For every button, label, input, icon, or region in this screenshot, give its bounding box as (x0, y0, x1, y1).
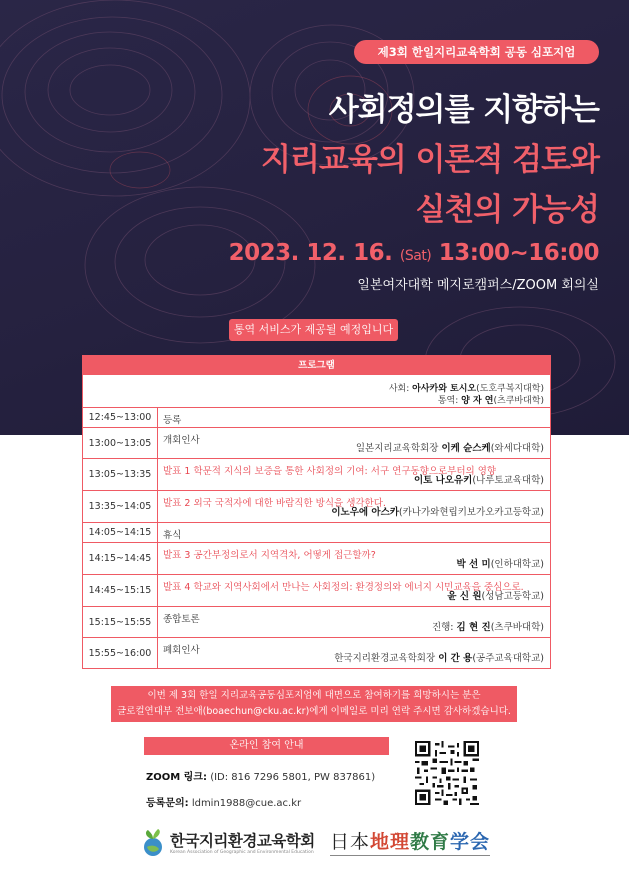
program-row (83, 491, 550, 523)
program-time: 13:00~13:05 (83, 428, 158, 458)
program-time: 15:15~15:55 (83, 607, 158, 637)
program-title: 폐회인사 (163, 645, 200, 656)
program-row (83, 543, 550, 575)
program-time: 14:15~14:45 (83, 543, 158, 574)
program-time: 13:05~13:35 (83, 459, 158, 490)
event-time: 13:00~16:00 (438, 240, 599, 266)
program-title: 발표 2 외국 국적자에 대한 바람직한 방식을 생각한다. (163, 498, 386, 509)
program-time: 13:35~14:05 (83, 491, 158, 522)
program-row (83, 408, 550, 428)
program-speaker: 이노우에 아스카(카나가와현립키보가오카고등학교) (331, 507, 544, 518)
event-datetime (229, 240, 599, 266)
leaf-globe-icon (140, 829, 166, 859)
program-speaker: 박 선 미(인하대학교) (456, 559, 544, 570)
title-line-2: 지리교육의 이론적 검토와 (261, 142, 599, 178)
korean-society-logo (140, 826, 315, 861)
program-time: 14:45~15:15 (83, 575, 158, 606)
program-time: 14:05~14:15 (83, 523, 158, 542)
registration-inquiry[interactable]: 등록문의: ldmin1988@cue.ac.kr (146, 798, 302, 809)
korean-society-subtitle: Korean Association of Geographic and Environmental Education (170, 850, 314, 855)
program-title: 발표 1 학문적 지식의 보증을 통한 사회정의 기여: 서구 연구동향으로부터의 영향 (163, 466, 497, 477)
title-line-1: 사회정의를 지향하는 (328, 92, 599, 128)
translator-name: 양 자 연 (461, 396, 494, 406)
event-date: 2023. 12. 16. (228, 240, 393, 266)
japan-society-logo: 日本地理教育学会 (330, 827, 490, 857)
program-table (82, 355, 551, 669)
qr-code-icon[interactable] (415, 741, 479, 805)
in-person-notice: 이번 제 3회 한일 지리교육공동심포지엄에 대면으로 참여하기를 희망하시는 분은 글로컬연대부 전보애(boaechun@cku.ac.kr)에게 이메일로 미리 연락 주시면 감사하겠습니다. (111, 686, 517, 722)
zoom-link[interactable]: ZOOM 링크: (ID: 816 7296 5801, PW 837861) (146, 772, 376, 783)
online-heading: 온라인 참여 안내 (144, 737, 389, 755)
program-title: 종합토론 (163, 614, 200, 625)
program-title: 발표 3 공간부정의로서 지역격차, 어떻게 접근할까? (163, 550, 376, 561)
program-row (83, 459, 550, 491)
program-time: 15:55~16:00 (83, 638, 158, 668)
program-row (83, 428, 550, 459)
program-title: 휴식 (163, 530, 182, 541)
program-title: 발표 4 학교와 지역사회에서 만나는 사회정의: 환경정의와 에너지 시민교육을 중심으로. (163, 582, 524, 593)
interpretation-notice: 통역 서비스가 제공될 예정입니다 (229, 319, 398, 341)
program-speaker: 일본지리교육학회장 이케 슌스케(와세다대학) (355, 443, 544, 454)
program-row (83, 523, 550, 543)
program-speaker: 진행: 김 현 진(츠쿠바대학) (431, 622, 544, 633)
program-time: 12:45~13:00 (83, 408, 158, 427)
program-row (83, 638, 550, 668)
program-title: 개회인사 (163, 435, 200, 446)
korean-society-name: 한국지리환경교육학회 (170, 832, 315, 850)
program-title: 등록 (163, 415, 182, 426)
event-venue: 일본여자대학 메지로캠퍼스/ZOOM 회의실 (357, 278, 599, 293)
program-speaker: 이토 나오유키(나루토교육대학) (413, 475, 544, 486)
program-row (83, 575, 550, 607)
title-line-3: 실천의 가능성 (415, 192, 599, 228)
event-day: (Sat) (399, 248, 432, 264)
moderator-row: 사회: 아사카와 토시오(도호쿠복지대학) 통역: 양 자 연(츠쿠바대학) (83, 375, 550, 408)
program-speaker: 한국지리환경교육학회장 이 간 용(공주교육대학교) (334, 653, 544, 664)
moderator-name: 아사카와 토시오 (412, 384, 477, 394)
program-heading: 프로그램 (83, 356, 550, 375)
program-row (83, 607, 550, 638)
symposium-badge: 제3회 한일지리교육학회 공동 심포지엄 (354, 40, 599, 64)
program-speaker: 윤 신 원(성남고등학교) (447, 591, 544, 602)
